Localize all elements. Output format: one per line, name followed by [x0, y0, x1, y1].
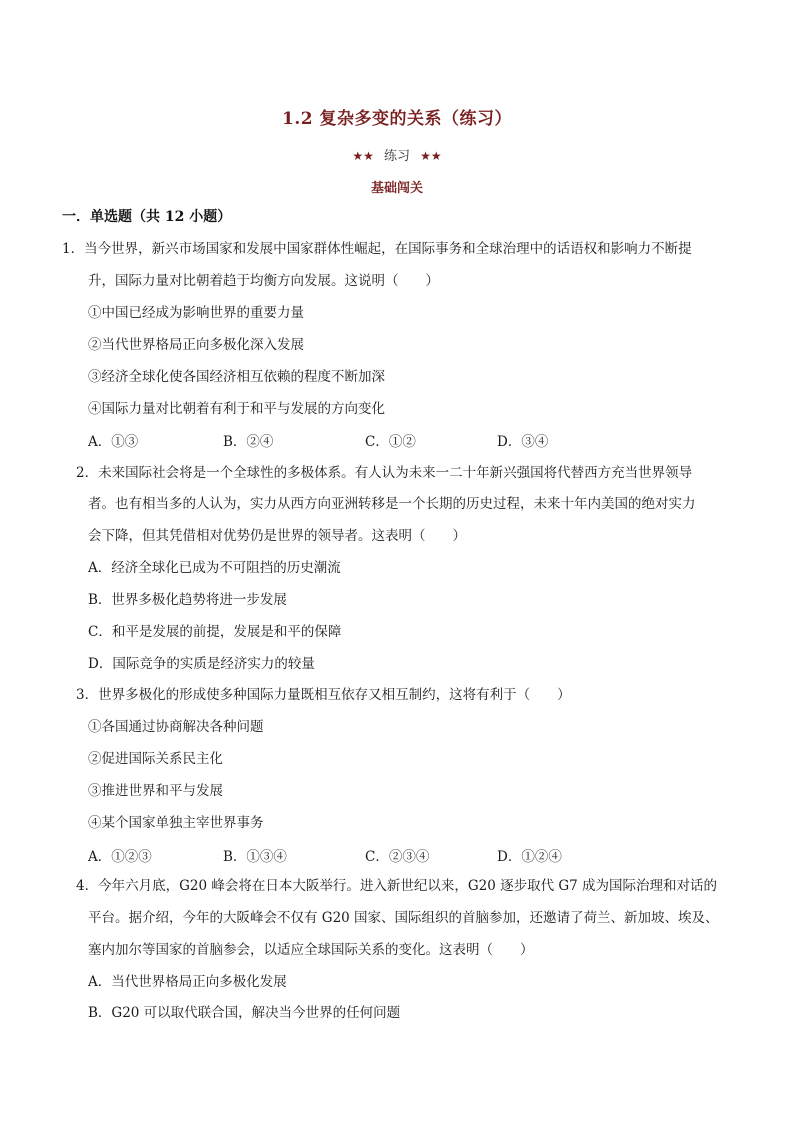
- q2-option-d[interactable]: D．国际竞争的实质是经济实力的较量: [88, 656, 315, 672]
- q3-item-4: ④某个国家单独主宰世界事务: [88, 815, 264, 831]
- q3-item-2: ②促进国际关系民主化: [88, 751, 223, 767]
- q1-item-3: ③经济全球化使各国经济相互依赖的程度不断加深: [88, 369, 385, 385]
- q1-option-d[interactable]: D．③④: [497, 434, 549, 450]
- q1-option-c[interactable]: C．①②: [365, 434, 416, 450]
- q4-option-a[interactable]: A．当代世界格局正向多极化发展: [88, 974, 287, 990]
- q4-option-b[interactable]: B．G20 可以取代联合国，解决当今世界的任何问题: [88, 1005, 401, 1021]
- q1-stem-line-2: 升，国际力量对比朝着趋于均衡方向发展。这说明（ ）: [88, 273, 439, 289]
- q2-stem-line-3: 会下降，但其凭借相对优势仍是世界的领导者。这表明（ ）: [88, 528, 466, 544]
- q3-option-d[interactable]: D．①②④: [497, 849, 562, 865]
- q2-option-b[interactable]: B．世界多极化趋势将进一步发展: [88, 592, 287, 608]
- q1-item-2: ②当代世界格局正向多极化深入发展: [88, 337, 304, 353]
- q2-stem-line-1: 2．未来国际社会将是一个全球性的多极体系。有人认为未来一二十年新兴强国将代替西方充当世界领导: [76, 465, 693, 481]
- q1-stem-line-1: 1．当今世界，新兴市场国家和发展中国家群体性崛起，在国际事务和全球治理中的话语权和影响力不断提: [62, 241, 692, 257]
- q1-option-b[interactable]: B．②④: [223, 434, 274, 450]
- q4-stem-line-1: 4．今年六月底，G20 峰会将在日本大阪举行。进入新世纪以来，G20 逐步取代 G7 成为国际治理和对话的: [76, 878, 718, 894]
- q1-item-4: ④国际力量对比朝着有利于和平与发展的方向变化: [88, 401, 385, 417]
- q2-stem-line-2: 者。也有相当多的人认为，实力从西方向亚洲转移是一个长期的历史过程，未来十年内美国的绝对实力: [88, 496, 696, 512]
- star-right-icon: ★★: [420, 149, 442, 163]
- q4-stem-line-3: 塞内加尔等国家的首脑参会，以适应全球国际关系的变化。这表明（ ）: [88, 942, 534, 958]
- page-title: 1.2 复杂多变的关系（练习）: [282, 109, 512, 129]
- q3-item-3: ③推进世界和平与发展: [88, 783, 223, 799]
- star-left-icon: ★★: [352, 149, 374, 163]
- q1-item-1: ①中国已经成为影响世界的重要力量: [88, 305, 304, 321]
- section-heading: 一．单选题（共 12 小题）: [62, 209, 232, 225]
- q2-option-c[interactable]: C．和平是发展的前提，发展是和平的保障: [88, 624, 342, 640]
- q3-option-b[interactable]: B．①③④: [223, 849, 287, 865]
- q3-stem-line-1: 3．世界多极化的形成使多种国际力量既相互依存又相互制约，这将有利于（ ）: [76, 687, 571, 703]
- subtitle-word: 练习: [383, 149, 410, 164]
- q4-stem-line-2: 平台。据介绍，今年的大阪峰会不仅有 G20 国家、国际组织的首脑参加，还邀请了荷兰、新加坡、埃及、: [88, 910, 719, 926]
- q3-option-a[interactable]: A．①②③: [88, 849, 152, 865]
- q3-option-c[interactable]: C．②③④: [365, 849, 430, 865]
- q2-option-a[interactable]: A．经济全球化已成为不可阻挡的历史潮流: [88, 560, 341, 576]
- q1-option-a[interactable]: A．①③: [88, 434, 139, 450]
- level-heading: 基础闯关: [370, 181, 423, 196]
- subtitle: [0, 145, 794, 164]
- q3-item-1: ①各国通过协商解决各种问题: [88, 719, 264, 735]
